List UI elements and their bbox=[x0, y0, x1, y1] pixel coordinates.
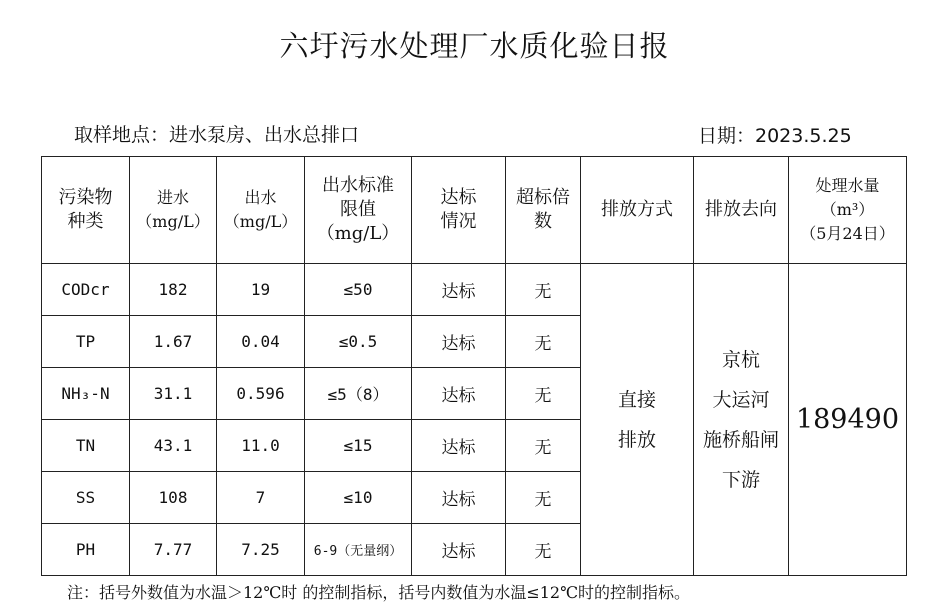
volume-cell: 189490 bbox=[789, 264, 907, 576]
item-cell: PH bbox=[42, 524, 130, 576]
sampling-location: 取样地点：进水泵房、出水总排口 bbox=[74, 124, 360, 146]
status-cell: 达标 bbox=[412, 472, 506, 524]
inflow-cell: 7.77 bbox=[130, 524, 217, 576]
inflow-cell: 1.67 bbox=[130, 316, 217, 368]
status-cell: 达标 bbox=[412, 368, 506, 420]
outflow-cell: 7.25 bbox=[217, 524, 305, 576]
inflow-cell: 108 bbox=[130, 472, 217, 524]
header-pollutant: 污染物 种类 bbox=[42, 157, 130, 264]
exceed-cell: 无 bbox=[506, 368, 581, 420]
header-inflow: 进水 （mg/L） bbox=[130, 157, 217, 264]
report-title: 六圩污水处理厂水质化验日报 bbox=[279, 29, 670, 63]
limit-cell: 6-9（无量纲） bbox=[305, 524, 412, 576]
outflow-cell: 7 bbox=[217, 472, 305, 524]
header-outflow: 出水 （mg/L） bbox=[217, 157, 305, 264]
inflow-cell: 182 bbox=[130, 264, 217, 316]
outflow-cell: 11.0 bbox=[217, 420, 305, 472]
exceed-cell: 无 bbox=[506, 264, 581, 316]
header-discharge-dest: 排放去向 bbox=[694, 157, 789, 264]
limit-cell: ≤50 bbox=[305, 264, 412, 316]
header-limit: 出水标准 限值 （mg/L） bbox=[305, 157, 412, 264]
item-cell: TN bbox=[42, 420, 130, 472]
footnote: 注：括号外数值为水温＞12℃时 的控制指标，括号内数值为水温≤12℃时的控制指标。 bbox=[67, 583, 691, 602]
item-cell: NH₃-N bbox=[42, 368, 130, 420]
status-cell: 达标 bbox=[412, 524, 506, 576]
inflow-cell: 43.1 bbox=[130, 420, 217, 472]
exceed-cell: 无 bbox=[506, 316, 581, 368]
outflow-cell: 19 bbox=[217, 264, 305, 316]
limit-cell: ≤5（8） bbox=[305, 368, 412, 420]
header-compliance: 达标 情况 bbox=[412, 157, 506, 264]
exceed-cell: 无 bbox=[506, 524, 581, 576]
report-date: 日期：2023.5.25 bbox=[698, 125, 852, 147]
status-cell: 达标 bbox=[412, 264, 506, 316]
outflow-cell: 0.596 bbox=[217, 368, 305, 420]
limit-cell: ≤10 bbox=[305, 472, 412, 524]
header-volume: 处理水量 （m³） （5月24日） bbox=[789, 157, 907, 264]
limit-cell: ≤15 bbox=[305, 420, 412, 472]
item-cell: TP bbox=[42, 316, 130, 368]
inflow-cell: 31.1 bbox=[130, 368, 217, 420]
water-quality-table bbox=[41, 156, 907, 576]
item-cell: CODcr bbox=[42, 264, 130, 316]
header-row bbox=[42, 157, 907, 264]
table-row bbox=[42, 264, 907, 316]
exceed-cell: 无 bbox=[506, 472, 581, 524]
outflow-cell: 0.04 bbox=[217, 316, 305, 368]
discharge-mode-cell: 直接 排放 bbox=[581, 264, 694, 576]
header-exceed: 超标倍 数 bbox=[506, 157, 581, 264]
status-cell: 达标 bbox=[412, 316, 506, 368]
header-discharge-mode: 排放方式 bbox=[581, 157, 694, 264]
limit-cell: ≤0.5 bbox=[305, 316, 412, 368]
item-cell: SS bbox=[42, 472, 130, 524]
exceed-cell: 无 bbox=[506, 420, 581, 472]
status-cell: 达标 bbox=[412, 420, 506, 472]
discharge-dest-cell: 京杭 大运河 施桥船闸 下游 bbox=[694, 264, 789, 576]
